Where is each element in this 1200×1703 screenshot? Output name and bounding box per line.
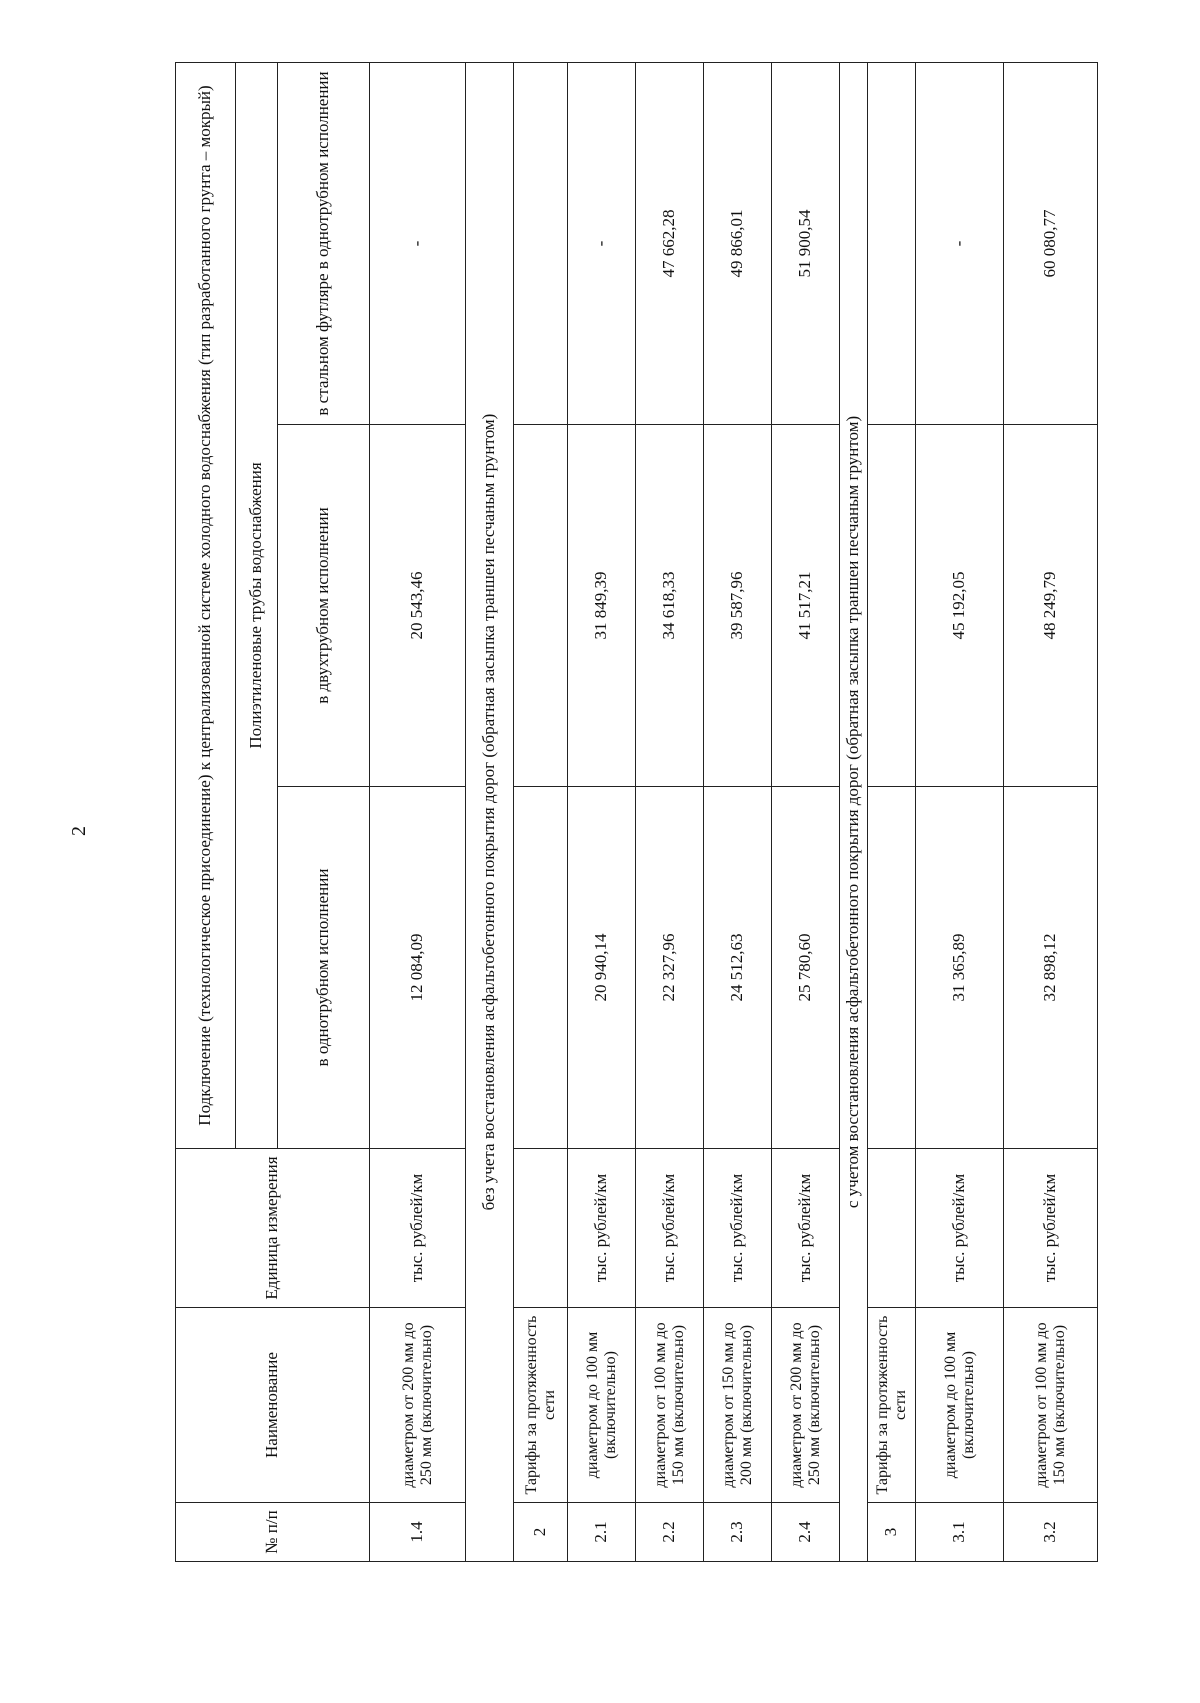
row-value-single: 20 940,14: [568, 787, 636, 1149]
row-name: Тарифы за протяженность сети: [514, 1308, 568, 1503]
rotated-table-wrapper: [175, 71, 1077, 1562]
section-2-title: без учета восстановления асфальтобетонного покрытия дорог (обратная засыпка траншеи песчаным грунтом): [466, 62, 514, 1561]
row-value-double: [514, 425, 568, 787]
table-row: [1004, 62, 1098, 1561]
table-row: [568, 62, 636, 1561]
row-name: диаметром от 200 мм до 250 мм (включительно): [370, 1308, 466, 1503]
row-unit: тыс. рублей/км: [772, 1149, 840, 1308]
row-value-single: [868, 787, 916, 1149]
header-unit: Единица измерения: [176, 1149, 370, 1308]
row-name: диаметром до 100 мм (включительно): [568, 1308, 636, 1503]
row-name: диаметром от 100 мм до 150 мм (включительно): [636, 1308, 704, 1503]
row-value-single: 31 365,89: [916, 787, 1004, 1149]
header-col-steel: в стальном футляре в однотрубном исполнении: [278, 62, 370, 424]
header-col-double: в двухтрубном исполнении: [278, 425, 370, 787]
row-value-double: 20 543,46: [370, 425, 466, 787]
table-row: [636, 62, 704, 1561]
row-name: диаметром до 100 мм (включительно): [916, 1308, 1004, 1503]
row-value-steel: -: [370, 62, 466, 424]
row-num: 3.1: [916, 1503, 1004, 1562]
row-num: 2.1: [568, 1503, 636, 1562]
header-group: Подключение (технологическое присоединение) к централизованной системе холодного водоснабжения (тип разработанного грунта – мокрый): [176, 62, 236, 1148]
row-value-single: 25 780,60: [772, 787, 840, 1149]
table-row: [514, 62, 568, 1561]
row-value-single: 24 512,63: [704, 787, 772, 1149]
table-row: [370, 62, 466, 1561]
header-subgroup: Полиэтиленовые трубы водоснабжения: [236, 62, 278, 1148]
row-value-single: [514, 787, 568, 1149]
row-value-single: 22 327,96: [636, 787, 704, 1149]
header-col-single: в однотрубном исполнении: [278, 787, 370, 1149]
table-row: [772, 62, 840, 1561]
row-num: 3.2: [1004, 1503, 1098, 1562]
section-row: [466, 62, 514, 1561]
row-value-double: [868, 425, 916, 787]
page-number: 2: [68, 826, 90, 836]
row-value-double: 39 587,96: [704, 425, 772, 787]
header-row-1: [176, 62, 236, 1561]
row-name: диаметром от 100 мм до 150 мм (включительно): [1004, 1308, 1098, 1503]
table-row: [916, 62, 1004, 1561]
row-value-double: 34 618,33: [636, 425, 704, 787]
row-value-double: 41 517,21: [772, 425, 840, 787]
row-value-double: 45 192,05: [916, 425, 1004, 787]
row-value-double: 31 849,39: [568, 425, 636, 787]
row-num: 2.2: [636, 1503, 704, 1562]
row-value-single: 12 084,09: [370, 787, 466, 1149]
row-num: 2: [514, 1503, 568, 1562]
section-3-title: с учетом восстановления асфальтобетонного покрытия дорог (обратная засыпка траншеи песчаным грунтом): [840, 62, 868, 1561]
row-value-steel: -: [916, 62, 1004, 424]
row-unit: тыс. рублей/км: [704, 1149, 772, 1308]
row-value-steel: 60 080,77: [1004, 62, 1098, 424]
row-unit: [514, 1149, 568, 1308]
row-value-steel: [514, 62, 568, 424]
row-num: 2.3: [704, 1503, 772, 1562]
row-unit: тыс. рублей/км: [1004, 1149, 1098, 1308]
row-unit: [868, 1149, 916, 1308]
row-num: 3: [868, 1503, 916, 1562]
table-row: [704, 62, 772, 1561]
header-name: Наименование: [176, 1308, 370, 1503]
row-value-single: 32 898,12: [1004, 787, 1098, 1149]
row-name: диаметром от 200 мм до 250 мм (включительно): [772, 1308, 840, 1503]
row-unit: тыс. рублей/км: [370, 1149, 466, 1308]
row-value-double: 48 249,79: [1004, 425, 1098, 787]
header-num: № п/п: [176, 1503, 370, 1562]
row-num: 2.4: [772, 1503, 840, 1562]
row-unit: тыс. рублей/км: [636, 1149, 704, 1308]
row-name: Тарифы за протяженность сети: [868, 1308, 916, 1503]
tariff-table: [175, 62, 1098, 1562]
row-unit: тыс. рублей/км: [916, 1149, 1004, 1308]
row-value-steel: 51 900,54: [772, 62, 840, 424]
row-value-steel: 47 662,28: [636, 62, 704, 424]
row-name: диаметром от 150 мм до 200 мм (включительно): [704, 1308, 772, 1503]
row-value-steel: -: [568, 62, 636, 424]
table-row: [868, 62, 916, 1561]
row-value-steel: [868, 62, 916, 424]
row-value-steel: 49 866,01: [704, 62, 772, 424]
row-unit: тыс. рублей/км: [568, 1149, 636, 1308]
section-row: [840, 62, 868, 1561]
row-num: 1.4: [370, 1503, 466, 1562]
